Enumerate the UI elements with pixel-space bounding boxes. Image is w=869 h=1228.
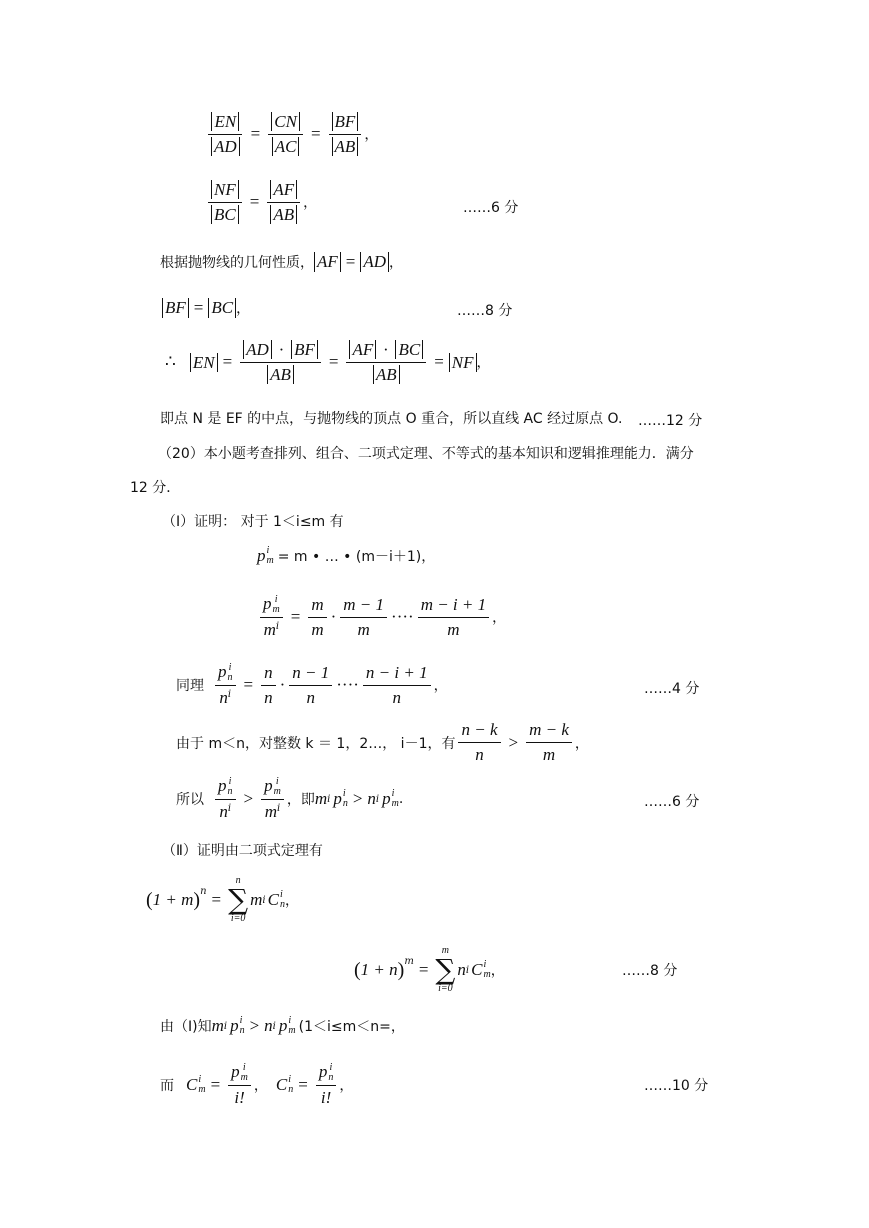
math-term: BC [208, 298, 236, 318]
script: i m [266, 545, 274, 566]
fraction [208, 112, 243, 156]
equation-line: 同理 p i n $n^i$ = $\frac{n}{n}$ · $\frac{n - 1}{n}$ ···· $\frac{n - i + 1}{n}$ ， [176, 662, 448, 707]
math-term: EN [211, 112, 239, 131]
equation-line [160, 340, 491, 385]
fraction: $\frac{m - k}{m}$ [526, 720, 572, 765]
fraction: $\frac{n - 1}{n}$ [289, 663, 332, 708]
text-line [160, 252, 403, 272]
equation-line: ( 1 + m ) $^n$ = n ∑ i=0 m i C i n ， [146, 875, 299, 924]
equals-sign: = [250, 124, 261, 144]
text: 根据抛物线的几何性质， [160, 255, 314, 271]
equals-sign: = [290, 607, 301, 626]
text: 即点 N 是 EF 的中点，与抛物线的顶点 O 重合，所以直线 AC 经过原点 O. [160, 411, 623, 427]
text: 12 分． [130, 480, 181, 496]
score-marker: ……4 分 [644, 681, 700, 697]
fraction [240, 340, 321, 385]
equals-sign: = [249, 192, 260, 212]
math-term: AB [373, 365, 400, 384]
fraction: $\frac{m - 1}{m}$ [340, 595, 387, 640]
math-term: BF [332, 112, 359, 131]
dot-operator: · [383, 340, 389, 359]
fraction [208, 180, 242, 224]
punctuation: ， [303, 195, 318, 212]
greater-than: > [508, 732, 519, 752]
math-term: BF [162, 298, 189, 318]
dot-operator: · [278, 340, 285, 359]
fraction: p i m $m^i$ [261, 776, 284, 822]
text-line [160, 408, 622, 428]
math-term: AC [272, 137, 300, 156]
punctuation: ， [236, 301, 251, 317]
fraction: $\frac{m}{m}$ [308, 595, 326, 640]
equals-sign: = [310, 124, 321, 144]
fraction [268, 112, 303, 156]
math-term: CN [271, 112, 300, 131]
fraction: $\frac{n - k}{n}$ [458, 720, 500, 765]
fraction: $\frac{m - i + 1}{m}$ [418, 595, 489, 640]
summation-sign: n ∑ i=0 [228, 875, 249, 924]
fraction: p i n $n^i$ [215, 776, 236, 822]
text-line [162, 511, 344, 531]
punctuation: ， [574, 735, 589, 752]
punctuation: ， [339, 1078, 354, 1094]
equation-line [176, 720, 589, 765]
text-line [130, 477, 180, 497]
fraction: $\frac{n - i + 1}{n}$ [363, 663, 431, 708]
punctuation: ， [364, 127, 379, 144]
section-heading: （Ⅰ）证明： 对于 1＜i≤m 有 [162, 514, 344, 530]
fraction [267, 180, 300, 224]
math-term: BF [291, 340, 318, 359]
punctuation: ， [253, 1078, 268, 1094]
fraction [346, 340, 426, 385]
math-term: BC [211, 205, 239, 224]
math-term: AD [360, 252, 389, 272]
text: 所以 [176, 792, 204, 808]
equals-sign: = [434, 352, 444, 372]
equation-line: p i m $m^i$ = $\frac{m}{m}$ · $\frac{m - 1}{m}$ ···· $\frac{m - i + 1}{m}$ ， [257, 594, 506, 640]
math-term: NF [211, 180, 239, 199]
punctuation: ， [490, 963, 505, 979]
math-term: AB [267, 365, 294, 384]
punctuation: ， [433, 678, 448, 694]
text: (1＜i≤m＜n=， [298, 1019, 405, 1035]
equals-sign: = [328, 352, 339, 372]
equals-sign: = [222, 352, 233, 372]
fraction: p i m $m^i$ [260, 594, 283, 640]
punctuation: ， [476, 355, 491, 372]
fraction: p i n $n^i$ [215, 662, 236, 708]
text: 同理 [176, 678, 204, 694]
math-term: AF [270, 180, 297, 199]
equation-line: 由（Ⅰ)知 m i p i n > n i p i m (1＜i≤m＜n=， [160, 1015, 405, 1036]
equation-line: ( 1 + n ) $^m$ = m ∑ i=0 n i C i m ， [354, 945, 505, 994]
punctuation: ， [284, 893, 299, 909]
equation-line [257, 546, 435, 566]
math-term: AB [270, 205, 297, 224]
section-heading: （Ⅱ）证明由二项式定理有 [162, 843, 323, 859]
fraction: p i n i! [316, 1062, 337, 1108]
text: 而 [160, 1078, 174, 1094]
math-term: AF [349, 340, 376, 359]
summation-sign: m ∑ i=0 [435, 945, 456, 994]
fraction: p i m i! [228, 1062, 251, 1108]
score-marker: ……6 分 [463, 200, 519, 216]
text: 由于 m＜n，对整数 k ＝ 1，2…， i－1，有 [176, 735, 456, 752]
equation-ratio-1 [205, 112, 378, 156]
score-marker: ……8 分 [457, 303, 513, 319]
text: = m • … • (m－i＋1)， [277, 549, 436, 565]
equation-line [162, 298, 250, 318]
equals-sign: = [345, 252, 356, 271]
therefore-symbol: ∴ [165, 352, 176, 372]
math-term: AD [243, 340, 272, 359]
punctuation: ， [389, 255, 404, 271]
equals-sign: = [193, 298, 204, 317]
score-marker: ……6 分 [644, 794, 700, 810]
math-term: EN [190, 353, 218, 373]
punctuation: ， [492, 610, 507, 626]
text: 由（Ⅰ)知 [160, 1019, 212, 1035]
text-line [158, 443, 694, 463]
score-marker: ……8 分 [622, 963, 678, 979]
equation-line: 所以 p i n $n^i$ > p i m $m^i$ ，即 m i p i n > n i p i m . [176, 776, 404, 821]
fraction: $\frac{n}{n}$ [261, 663, 276, 708]
text: ，即 [286, 792, 315, 808]
math-term: p [257, 546, 266, 565]
equation-ratio-2 [205, 180, 317, 224]
score-marker: ……12 分 [638, 413, 703, 429]
score-marker: ……10 分 [644, 1078, 709, 1094]
math-term: AD [211, 137, 240, 156]
math-term: BC [395, 340, 423, 359]
math-term: AF [314, 252, 341, 272]
problem-heading: （20）本小题考查排列、组合、二项式定理、不等式的基本知识和逻辑推理能力．满分 [158, 446, 694, 462]
text-line [162, 840, 323, 860]
math-term: NF [449, 353, 477, 373]
fraction [329, 112, 362, 156]
equation-line: 而 C i m = p i m i! ， C i n = p i n i! ， [160, 1062, 354, 1107]
math-term: AB [332, 137, 359, 156]
